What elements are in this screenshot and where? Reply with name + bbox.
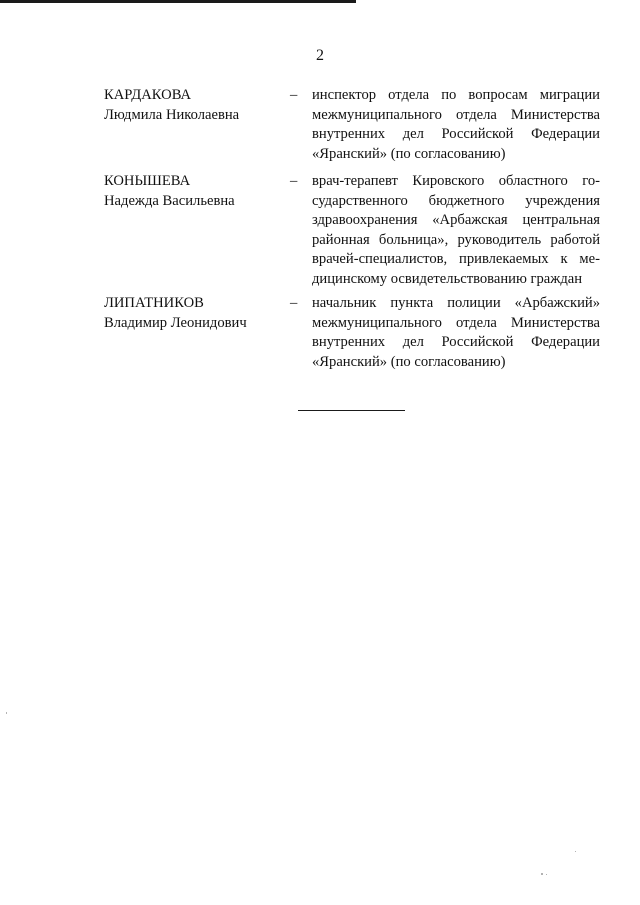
page-top-rule [0,0,356,3]
member-role: инспектор отдела по вопросам миграции межмуниципального отдела Министерства внутренних дел Российской Федерации «Яранский» (по согласованию) [312,87,600,162]
scan-speck [6,712,7,714]
scan-speck [541,873,543,875]
member-surname: КОНЫШЕВА [104,173,191,189]
member-surname: ЛИПАТНИКОВ [104,295,204,311]
scan-speck [546,874,547,875]
member-role: врач-терапевт Кировского областного государственного бюджетного учреждения здравоохранения «Арбажская центральная районная больница», руководитель работой врачей-специалистов, привлекаемых к медицинскому освидетельствованию граждан [312,173,600,287]
member-name-block [104,86,284,125]
member-role: начальник пункта полиции «Арбажский» межмуниципального отдела Министерства внутренних дел Российской Федерации «Яранский» (по согласованию) [312,295,600,370]
member-name-block [104,294,284,333]
entry-dash: – [290,295,298,311]
entry-dash: – [290,87,298,103]
scan-speck [575,851,576,852]
page-number: 2 [316,47,324,64]
member-given-names: Людмила Николаевна [104,106,240,123]
closing-rule [298,410,405,411]
member-given-names: Надежда Васильевна [104,192,235,209]
member-name-block [104,172,284,211]
member-given-names: Владимир Леонидович [104,314,247,331]
entry-dash: – [290,173,298,189]
member-surname: КАРДАКОВА [104,87,192,103]
